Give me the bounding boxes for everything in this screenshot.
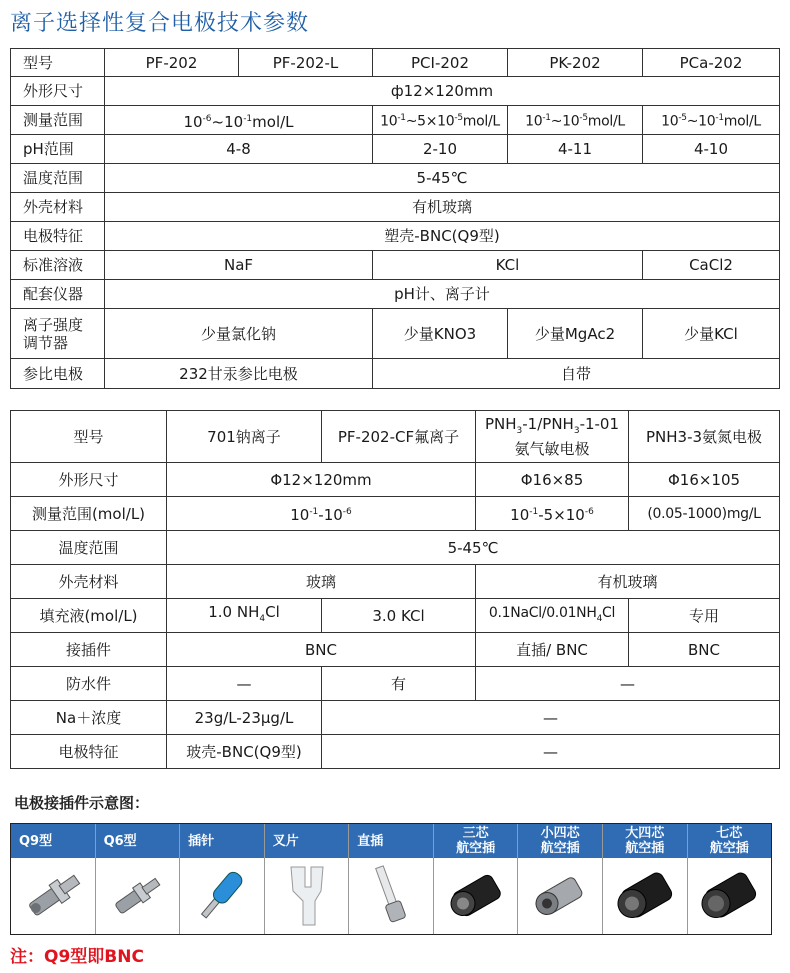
model-cell: PF-202-CF氟离子: [322, 411, 476, 463]
seven-core-aviation-plug-icon: [688, 858, 772, 934]
value-cell: —: [167, 667, 322, 701]
table-row: [11, 164, 780, 193]
value-cell: 少量KCl: [643, 309, 780, 359]
value-cell: 少量KNO3: [373, 309, 508, 359]
connector-cell: [434, 824, 519, 934]
row-label: 型号: [11, 411, 167, 463]
small-four-core-aviation-plug-icon: [518, 858, 602, 934]
value-cell: Φ12×120mm: [167, 463, 476, 497]
model-cell: 701钠离子: [167, 411, 322, 463]
connector-label: 小四芯 航空插: [518, 824, 602, 858]
connector-cell: [603, 824, 688, 934]
row-label: 外壳材料: [11, 565, 167, 599]
value-cell: $10^{-1}\sim 5\times 10^{-5}mol/L$: [373, 106, 508, 135]
table-row: [11, 193, 780, 222]
connector-label: 插针: [180, 824, 264, 858]
value-cell: CaCl2: [643, 251, 780, 280]
large-four-core-aviation-plug-icon: [603, 858, 687, 934]
table-row: [11, 222, 780, 251]
spec-table-1: [10, 48, 780, 389]
connector-label: 大四芯 航空插: [603, 824, 687, 858]
row-label: 测量范围(mol/L): [11, 497, 167, 531]
connector-label: 叉片: [265, 824, 349, 858]
value-cell: KCl: [373, 251, 643, 280]
connector-cell: [180, 824, 265, 934]
connector-label: 七芯 航空插: [688, 824, 772, 858]
value-cell: —: [476, 667, 780, 701]
value-cell: $10^{-5}\sim 10^{-1}mol/L$: [643, 106, 780, 135]
model-cell: PK-202: [508, 49, 643, 77]
table-row: [11, 599, 780, 633]
page-title: 离子选择性复合电极技术参数: [10, 11, 310, 36]
value-cell: 塑壳-BNC(Q9型): [105, 222, 780, 251]
value-cell: $10^{-6}\sim 10^{-1}mol/L$: [105, 106, 373, 135]
value-cell: pH计、离子计: [105, 280, 780, 309]
fork-connector-icon: [265, 858, 349, 934]
value-cell: 自带: [373, 359, 780, 389]
three-core-aviation-plug-icon: [434, 858, 518, 934]
value-cell: 2-10: [373, 135, 508, 164]
model-cell: $PNH_3-1/PNH_3-1-01$ 氨气敏电极: [476, 411, 629, 463]
row-label: 温度范围: [11, 164, 105, 193]
table-row: [11, 463, 780, 497]
connector-label: 三芯 航空插: [434, 824, 518, 858]
table-row: [11, 309, 780, 359]
table-row: [11, 106, 780, 135]
table-row: [11, 135, 780, 164]
model-cell: PF-202: [105, 49, 239, 77]
model-cell: PCI-202: [373, 49, 508, 77]
table-row: [11, 77, 780, 106]
value-cell: 专用: [629, 599, 780, 633]
row-label: pH范围: [11, 135, 105, 164]
value-cell: 5-45℃: [167, 531, 780, 565]
connector-cell: [265, 824, 350, 934]
value-cell: 5-45℃: [105, 164, 780, 193]
bnc-q9-connector-icon: [11, 858, 95, 934]
value-cell: 4-11: [508, 135, 643, 164]
model-cell: PCa-202: [643, 49, 780, 77]
value-cell: 少量氯化钠: [105, 309, 373, 359]
table-row: [11, 667, 780, 701]
row-label: 防水件: [11, 667, 167, 701]
row-label: 测量范围: [11, 106, 105, 135]
footnote: 注：Q9型即BNC: [10, 947, 144, 967]
value-cell: Φ16×85: [476, 463, 629, 497]
table-row: [11, 701, 780, 735]
connector-label: 直插: [349, 824, 433, 858]
value-cell: 有机玻璃: [105, 193, 780, 222]
connector-label: Q6型: [96, 824, 180, 858]
row-label: 参比电极: [11, 359, 105, 389]
value-cell: $10^{-1}-10^{-6}$: [167, 497, 476, 531]
table-row: [11, 411, 780, 463]
value-cell: (0.05-1000)mg/L: [629, 497, 780, 531]
bnc-q6-connector-icon: [96, 858, 180, 934]
connector-section-title: 电极接插件示意图：: [14, 794, 150, 812]
row-label: 温度范围: [11, 531, 167, 565]
table-row: [11, 49, 780, 77]
value-cell: 4-8: [105, 135, 373, 164]
row-label: 标准溶液: [11, 251, 105, 280]
row-label: 接插件: [11, 633, 167, 667]
table-row: [11, 280, 780, 309]
value-cell: ф12×120mm: [105, 77, 780, 106]
model-cell: PF-202-L: [239, 49, 373, 77]
value-cell: 有机玻璃: [476, 565, 780, 599]
value-cell: $10^{-1}-5\times 10^{-6}$: [476, 497, 629, 531]
value-cell: 1.0 $NH_4Cl$: [167, 599, 322, 633]
row-label: 配套仪器: [11, 280, 105, 309]
value-cell: 直插/ BNC: [476, 633, 629, 667]
row-label: 外壳材料: [11, 193, 105, 222]
connector-strip: [10, 823, 772, 935]
value-cell: Φ16×105: [629, 463, 780, 497]
connector-cell: [688, 824, 772, 934]
row-label: 外形尺寸: [11, 463, 167, 497]
value-cell: —: [322, 701, 780, 735]
row-label: 电极特征: [11, 222, 105, 251]
connector-cell: [518, 824, 603, 934]
table-row: [11, 531, 780, 565]
value-cell: $0.1NaCl/0.01NH_4Cl$: [476, 599, 629, 633]
connector-cell: [11, 824, 96, 934]
value-cell: 3.0 KCl: [322, 599, 476, 633]
table-row: [11, 359, 780, 389]
value-cell: 玻璃: [167, 565, 476, 599]
value-cell: 232甘汞参比电极: [105, 359, 373, 389]
table-row: [11, 251, 780, 280]
spec-table-2: [10, 410, 780, 769]
value-cell: —: [322, 735, 780, 769]
model-cell: PNH3-3氨氮电极: [629, 411, 780, 463]
value-cell: 少量MgAc2: [508, 309, 643, 359]
pin-connector-icon: [180, 858, 264, 934]
value-cell: 4-10: [643, 135, 780, 164]
connector-cell: [96, 824, 181, 934]
row-label: Na＋浓度: [11, 701, 167, 735]
row-label: 外形尺寸: [11, 77, 105, 106]
value-cell: 23g/L-23μg/L: [167, 701, 322, 735]
value-cell: $10^{-1}\sim 10^{-5}mol/L$: [508, 106, 643, 135]
table-row: [11, 565, 780, 599]
connector-cell: [349, 824, 434, 934]
row-label: 填充液(mol/L): [11, 599, 167, 633]
value-cell: NaF: [105, 251, 373, 280]
connector-label: Q9型: [11, 824, 95, 858]
table-row: [11, 633, 780, 667]
table-row: [11, 735, 780, 769]
straight-connector-icon: [349, 858, 433, 934]
value-cell: BNC: [167, 633, 476, 667]
row-label: 电极特征: [11, 735, 167, 769]
row-label: 型号: [11, 49, 105, 77]
table-row: [11, 497, 780, 531]
value-cell: 有: [322, 667, 476, 701]
value-cell: BNC: [629, 633, 780, 667]
row-label: 离子强度 调节器: [11, 309, 105, 359]
value-cell: 玻壳-BNC(Q9型): [167, 735, 322, 769]
